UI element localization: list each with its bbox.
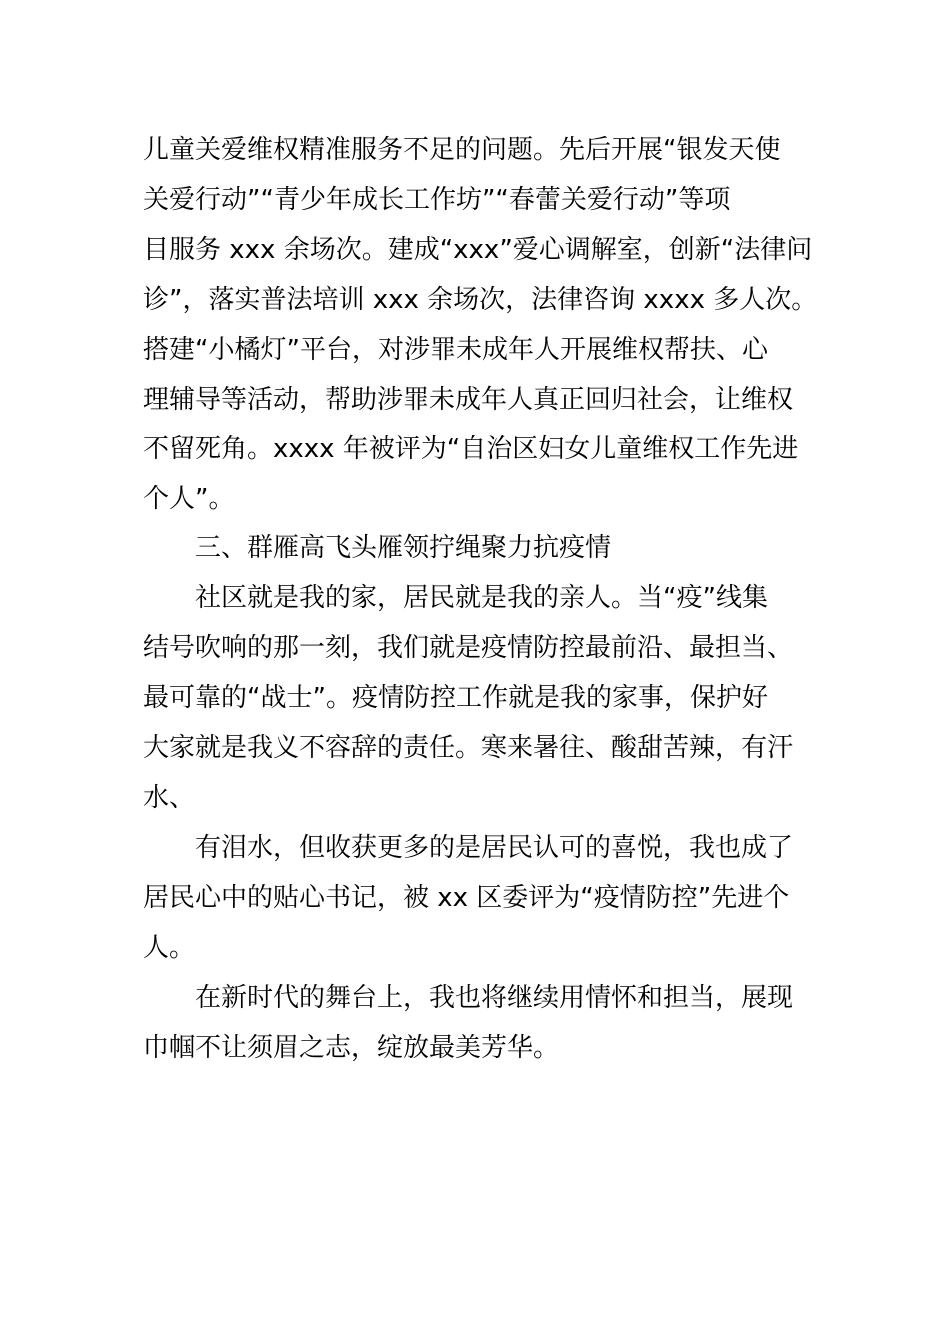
text-line-14: 水、	[143, 783, 196, 813]
text-line-1: 儿童关爱维权精准服务不足的问题。先后开展“银发天使	[143, 135, 781, 165]
text-line-10: 社区就是我的家，居民就是我的亲人。当“疫”线集	[195, 583, 768, 613]
text-line-6: 理辅导等活动，帮助涉罪未成年人真正回归社会，让维权	[143, 385, 794, 415]
text-line-15: 有泪水，但收获更多的是居民认可的喜悦，我也成了	[195, 833, 794, 863]
text-line-17: 人。	[143, 933, 196, 963]
text-line-13: 大家就是我义不容辞的责任。寒来暑往、酸甜苦辣，有汗	[143, 733, 794, 763]
text-line-7: 不留死角。xxxx 年被评为“自治区妇女儿童维权工作先进	[143, 434, 799, 464]
text-line-18: 在新时代的舞台上，我也将继续用情怀和担当，展现	[195, 983, 794, 1013]
text-line-8: 个人”。	[143, 484, 235, 514]
text-line-19: 巾帼不让须眉之志，绽放最美芳华。	[143, 1033, 560, 1063]
text-line-2: 关爱行动”“青少年成长工作坊”“春蕾关爱行动”等项	[143, 185, 731, 215]
text-line-3: 目服务 xxx 余场次。建成“xxx”爱心调解室，创新“法律问	[143, 235, 813, 265]
text-line-16: 居民心中的贴心书记，被 xx 区委评为“疫情防控”先进个	[143, 883, 790, 913]
text-line-4: 诊”，落实普法培训 xxx 余场次，法律咨询 xxxx 多人次。	[143, 285, 818, 315]
text-line-12: 最可靠的“战士”。疫情防控工作就是我的家事，保护好	[143, 683, 768, 713]
text-line-11: 结号吹响的那一刻，我们就是疫情防控最前沿、最担当、	[143, 633, 794, 663]
section-heading: 三、群雁高飞头雁领拧绳聚力抗疫情	[195, 533, 612, 563]
text-line-5: 搭建“小橘灯”平台，对涉罪未成年人开展维权帮扶、心	[143, 335, 768, 365]
